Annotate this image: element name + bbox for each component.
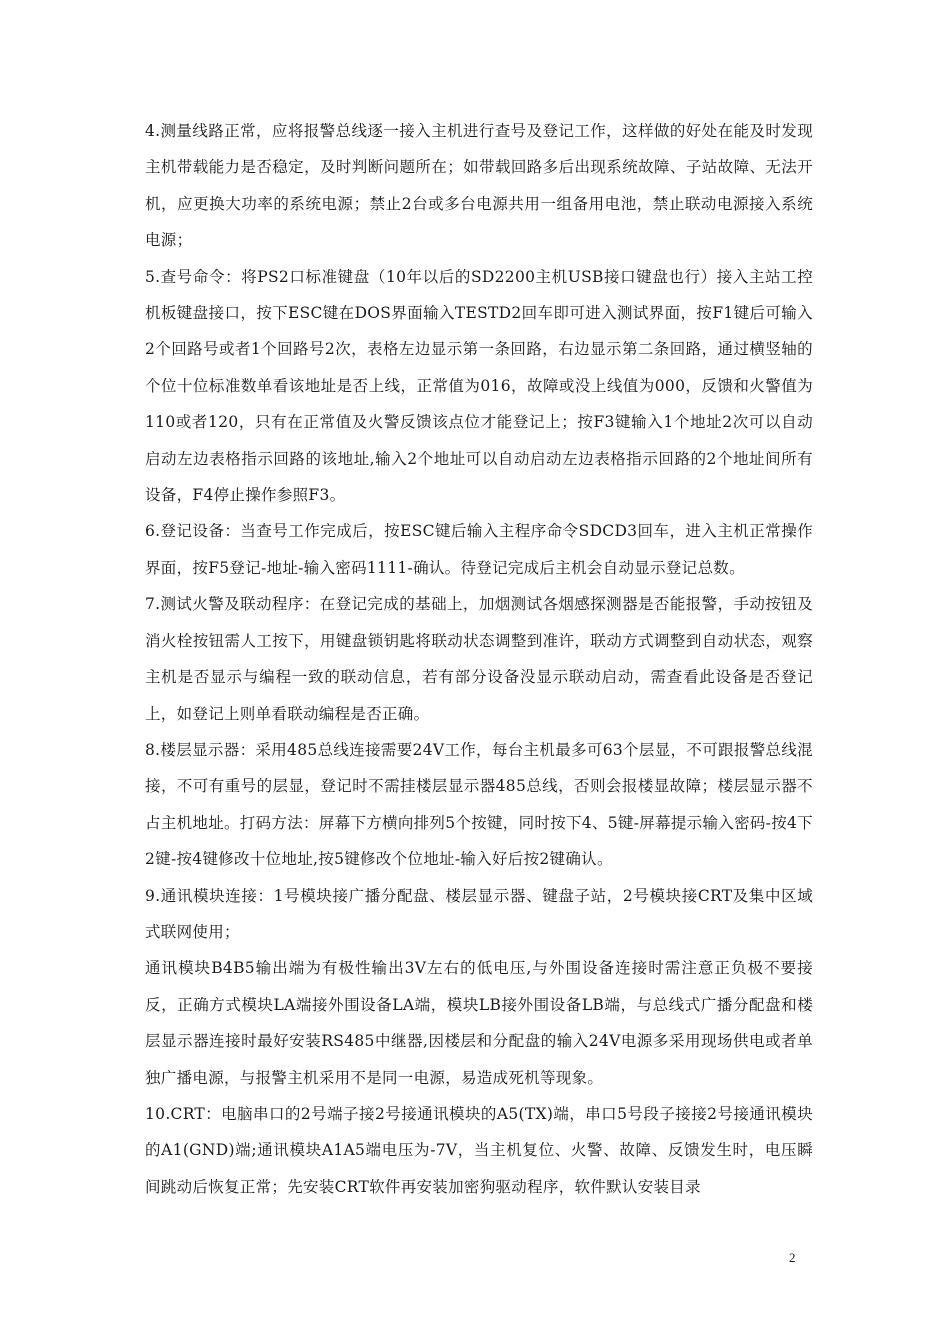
paragraph-5-query-command: 5.查号命令：将PS2口标准键盘（10年以后的SD2200主机USB接口键盘也行）接入主站工控机板键盘接口，按下ESC键在DOS界面输入TESTD2回车即可进入测试界面，按F1键后可输入2个回路号或者1个回路号2次，表格左边显示第一条回路，右边显示第二条回路，通过横竖轴的个位十位标准数单看该地址是否上线，正常值为016，故障或没上线值为000，反馈和火警值为110或者120，只有在正常值及火警反馈该点位才能登记上；按F3键输入1个地址2次可以自动启动左边表格指示回路的该地址,输入2个地址可以自动启动左边表格指示回路的2个地址间所有设备，F4停止操作参照F3。: [145, 267, 813, 505]
paragraph-comm-module-output: 通讯模块B4B5输出端为有极性输出3V左右的低电压,与外围设备连接时需注意正负极不要接反，正确方式模块LA端接外围设备LA端，模块LB接外围设备LB端，与总线式广播分配盘和楼层显示器连接时最好安装RS485中继器,因楼层和分配盘的输入24V电源多采用现场供电或者单独广播电源，与报警主机采用不是同一电源，易造成死机等现象。: [145, 959, 813, 1087]
paragraph-10-crt: 10.CRT：电脑串口的2号端子接2号接通讯模块的A5(TX)端，串口5号段子接接2号接通讯模块的A1(GND)端;通讯模块A1A5端电压为-7V，当主机复位、火警、故障、反馈发生时，电压瞬间跳动后恢复正常；先安装CRT软件再安装加密狗驱动程序，软件默认安装目录: [145, 1104, 813, 1196]
paragraph-4-bus-check: 4.测量线路正常，应将报警总线逐一接入主机进行查号及登记工作，这样做的好处在能及时发现主机带载能力是否稳定，及时判断问题所在；如带载回路多后出现系统故障、子站故障、无法开机，应更换大功率的系统电源；禁止2台或多台电源共用一组备用电池，禁止联动电源接入系统电源；: [145, 122, 813, 250]
paragraph-8-floor-display: 8.楼层显示器：采用485总线连接需要24V工作，每台主机最多可63个层显，不可跟报警总线混接，不可有重号的层显，登记时不需挂楼层显示器485总线，否则会报楼显故障；楼层显示器不占主机地址。打码方法：屏幕下方横向排列5个按键，同时按下4、5键-屏幕提示输入密码-按4下2键-按4键修改十位地址,按5键修改个位地址-输入好后按2键确认。: [145, 740, 813, 869]
paragraph-9-comm-module: 9.通讯模块连接：1号模块接广播分配盘、楼层显示器、键盘子站，2号模块接CRT及集中区域式联网使用；: [145, 886, 813, 941]
paragraph-6-register-devices: 6.登记设备：当查号工作完成后，按ESC键后输入主程序命令SDCD3回车，进入主机正常操作界面，按F5登记-地址-输入密码1111-确认。待登记完成后主机会自动显示登记总数。: [145, 522, 813, 577]
paragraph-7-fire-linkage-test: 7.测试火警及联动程序：在登记完成的基础上，加烟测试各烟感探测器是否能报警，手动按钮及消火栓按钮需人工按下，用键盘锁钥匙将联动状态调整到准许，联动方式调整到自动状态，观察主机是否显示与编程一致的联动信息，若有部分设备没显示联动启动，需查看此设备是否登记上，如登记上则单看联动编程是否正确。: [145, 595, 813, 723]
document-body: [145, 113, 813, 1205]
page-number: 2: [789, 1250, 796, 1265]
